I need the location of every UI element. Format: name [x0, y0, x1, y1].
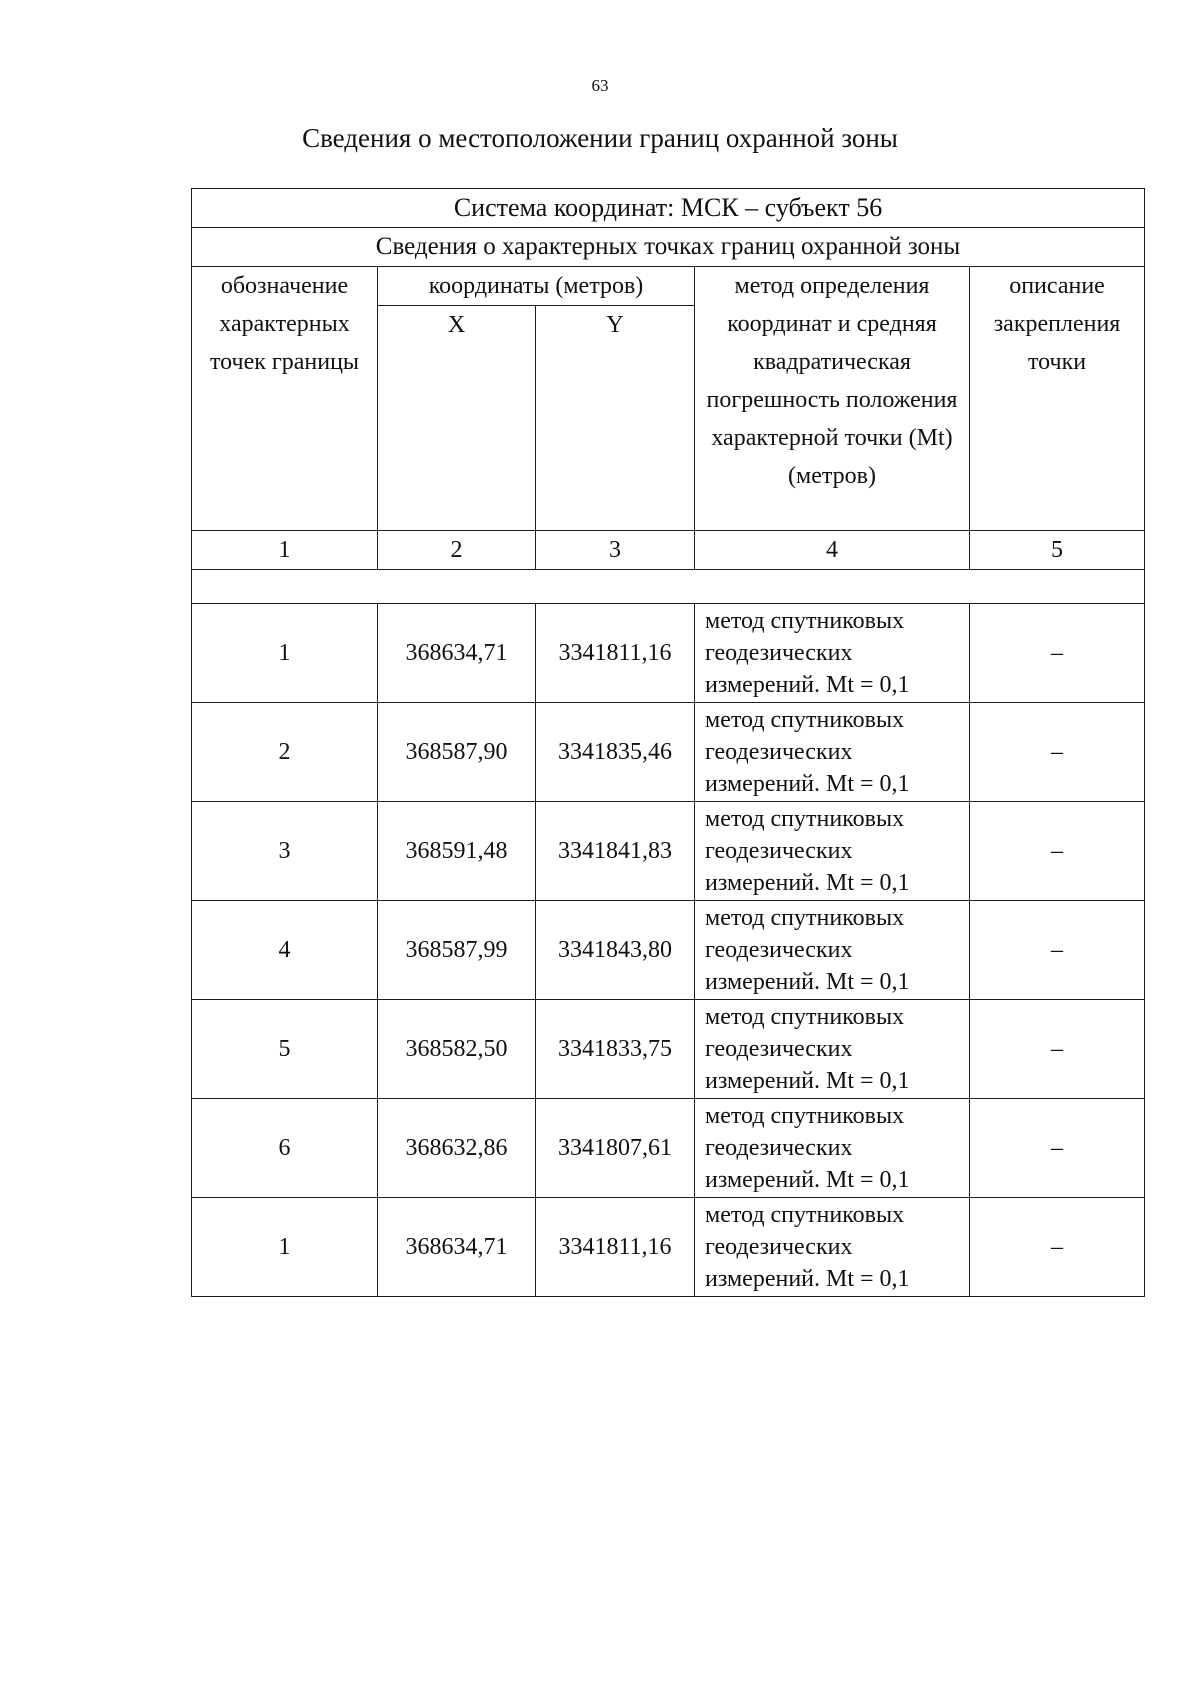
point-cell: 5 [192, 1000, 378, 1099]
column-number: 3 [536, 531, 695, 570]
table-row [192, 1000, 1145, 1099]
y-coordinate-cell: 3341807,61 [536, 1099, 695, 1198]
y-coordinate-cell: 3341811,16 [536, 604, 695, 703]
description-cell: – [970, 802, 1145, 901]
method-cell: метод спутниковых геодезических измерений. Mt = 0,1 [695, 1198, 970, 1297]
point-cell: 1 [192, 1198, 378, 1297]
coordinate-system-label: Система координат: МСК – субъект 56 [192, 189, 1145, 228]
point-cell: 6 [192, 1099, 378, 1198]
x-coordinate-cell: 368587,99 [378, 901, 536, 1000]
column-number: 2 [378, 531, 536, 570]
x-coordinate-cell: 368634,71 [378, 604, 536, 703]
description-cell: – [970, 1000, 1145, 1099]
y-coordinate-cell: 3341841,83 [536, 802, 695, 901]
x-coordinate-cell: 368591,48 [378, 802, 536, 901]
header-description: описание закрепления точки [970, 267, 1145, 531]
table-row [192, 1099, 1145, 1198]
description-cell: – [970, 901, 1145, 1000]
table-caption: Сведения о характерных точках границ охранной зоны [192, 228, 1145, 267]
header-y: Y [536, 306, 695, 531]
page-number: 63 [591, 76, 609, 95]
column-number: 1 [192, 531, 378, 570]
method-cell: метод спутниковых геодезических измерений. Mt = 0,1 [695, 901, 970, 1000]
description-cell: – [970, 1198, 1145, 1297]
y-coordinate-cell: 3341833,75 [536, 1000, 695, 1099]
table-caption-row [192, 228, 1145, 267]
x-coordinate-cell: 368582,50 [378, 1000, 536, 1099]
column-number: 4 [695, 531, 970, 570]
column-number-row [192, 531, 1145, 570]
x-coordinate-cell: 368632,86 [378, 1099, 536, 1198]
point-cell: 2 [192, 703, 378, 802]
y-coordinate-cell: 3341811,16 [536, 1198, 695, 1297]
method-cell: метод спутниковых геодезических измерений. Mt = 0,1 [695, 1099, 970, 1198]
header-method: метод определения координат и средняя квадратическая погрешность положения характерной точки (Mt) (метров) [695, 267, 970, 531]
empty-row [192, 570, 1145, 604]
x-coordinate-cell: 368634,71 [378, 1198, 536, 1297]
table-row [192, 703, 1145, 802]
method-cell: метод спутниковых геодезических измерений. Mt = 0,1 [695, 604, 970, 703]
y-coordinate-cell: 3341835,46 [536, 703, 695, 802]
column-number: 5 [970, 531, 1145, 570]
coordinate-system-row [192, 189, 1145, 228]
y-coordinate-cell: 3341843,80 [536, 901, 695, 1000]
point-cell: 1 [192, 604, 378, 703]
header-x: X [378, 306, 536, 531]
header-coordinates: координаты (метров) [378, 267, 695, 306]
header-point: обозначение характерных точек границы [192, 267, 378, 531]
point-cell: 3 [192, 802, 378, 901]
method-cell: метод спутниковых геодезических измерений. Mt = 0,1 [695, 802, 970, 901]
table-row [192, 604, 1145, 703]
coordinates-table [191, 188, 1145, 1297]
method-cell: метод спутниковых геодезических измерений. Mt = 0,1 [695, 703, 970, 802]
description-cell: – [970, 604, 1145, 703]
table-row [192, 901, 1145, 1000]
header-row-1 [192, 267, 1145, 306]
document-title: Сведения о местоположении границ охранной зоны [302, 123, 898, 153]
table-row [192, 802, 1145, 901]
table-row [192, 1198, 1145, 1297]
empty-cell [192, 570, 1145, 604]
point-cell: 4 [192, 901, 378, 1000]
description-cell: – [970, 1099, 1145, 1198]
method-cell: метод спутниковых геодезических измерений. Mt = 0,1 [695, 1000, 970, 1099]
description-cell: – [970, 703, 1145, 802]
x-coordinate-cell: 368587,90 [378, 703, 536, 802]
